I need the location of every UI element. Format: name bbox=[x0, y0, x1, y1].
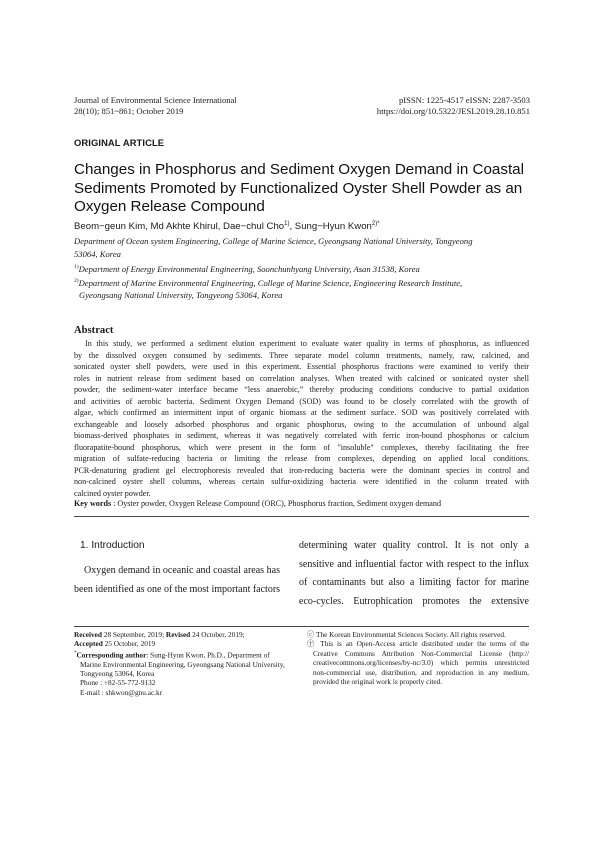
license-footnote bbox=[307, 630, 529, 686]
article-title bbox=[74, 161, 534, 217]
license-line: ㊉ This is an Open-Access article distributed under the terms of the bbox=[307, 639, 529, 649]
abstract-line: migration of sulfate-reducing bacteria or limiting the release from complexes, depending on applied local conditions. bbox=[74, 454, 529, 463]
keywords-text: : Oyster powder, Oxygen Release Compound (ORC), Phosphorus fraction, Sediment oxygen demand bbox=[111, 499, 441, 508]
journal-info bbox=[74, 95, 237, 117]
dates-line: Received 28 September, 2019; Revised 24 October, 2019; bbox=[74, 630, 245, 639]
abstract-line: and activities of aerobic bacteria. Sediment Oxygen Demand (SOD) was found to be closely correlated with the growth of bbox=[74, 396, 529, 406]
body-column-left bbox=[74, 562, 280, 599]
affiliation-line: $^{2)}$Department of Marine Environmental Engineering, College of Marine Science, Engineering Research Institute, bbox=[74, 277, 463, 288]
license-line: provided the original work is properly cited. bbox=[313, 677, 443, 687]
title-line: Sediments Promoted by Functionalized Oyster Shell Powder as an bbox=[74, 179, 523, 197]
doi-link[interactable]: https://doi.org/10.5322/JESI.2019.28.10.851 bbox=[376, 106, 530, 116]
author-list bbox=[74, 221, 380, 232]
abstract-line: roles in nutrient release from sediment based on correlation analyses. When treated with calcined or sonicated oyster shell bbox=[74, 373, 529, 383]
keywords bbox=[74, 499, 441, 508]
body-line: of contaminants but also a limiting factor for marine bbox=[299, 577, 529, 589]
abstract-line: sonicated oyster shell powders, were used in this experiment. Essential phosphorus fractions were examined to verify their bbox=[74, 362, 529, 371]
phone: Phone : +82-55-772-9132 bbox=[80, 678, 156, 688]
license-line: non-commercial use, distribution, and reproduction in any medium, bbox=[313, 667, 529, 677]
abstract-line: exchangeable and loosely adsorbed phosphorus and organic phosphorus, owing to the accumulation of unbound algal bbox=[74, 419, 529, 429]
abstract-heading: Abstract bbox=[74, 325, 114, 336]
abstract-line: In this study, we performed a sediment elution experiment to evaluate water quality in terms of phosphorus, as influenced bbox=[85, 339, 529, 348]
affiliation-line: 53064, Korea bbox=[74, 248, 121, 259]
body-column-right bbox=[299, 537, 529, 611]
author-affil-mark: 1) bbox=[284, 221, 290, 227]
body-line: been identified as one of the most important factors bbox=[74, 583, 281, 595]
body-line: eco-cycles. Eutrophication promotes the extensive bbox=[299, 595, 529, 607]
affiliation-2 bbox=[74, 275, 529, 302]
abstract-line: fluorapatite-bound phosphorus, which were present in the form of "insoluble" complexes, thereby facilitating the free bbox=[74, 442, 529, 452]
title-line: Oxygen Release Compound bbox=[74, 198, 265, 215]
affiliation-line: Department of Ocean system Engineering, College of Marine Science, Gyeongsang National University, Tongyeong bbox=[74, 236, 473, 246]
affiliation-primary bbox=[74, 235, 529, 260]
body-line: Oxygen demand in oceanic and coastal areas has bbox=[84, 565, 280, 576]
affiliation-line: Gyeongsang National University, Tongyeong 53064, Korea bbox=[79, 290, 283, 301]
abstract-line: algae, which confirmed an intermittent input of organic biomass at the sediment surface. SOD was positively correlated with bbox=[74, 408, 529, 417]
abstract-line: by the dissolved oxygen consumed by sediments. Three separate model column treatments, namely, raw, calcined, and bbox=[74, 350, 529, 360]
body-line: determining water quality control. It is not only a bbox=[299, 540, 529, 551]
abstract-line: PCR-denaturing gradient gel electrophoresis revealed that iron-reducing bacteria were the dominant species in control and bbox=[74, 465, 529, 475]
license-line[interactable]: Creative Commons Attribution Non-Commercial License (http:// bbox=[313, 648, 529, 658]
introduction-heading: 1. Introduction bbox=[80, 540, 145, 551]
journal-volume: 28(10); 851~861; October 2019 bbox=[74, 106, 184, 116]
license-line[interactable]: creativecommons.org/licenses/by-nc/3.0) which permits unrestricted bbox=[313, 658, 529, 668]
abstract-body bbox=[74, 338, 529, 499]
affiliation-line: $^{1)}$Department of Energy Environmental Engineering, Soonchunhyang University, Asan 31538, Korea bbox=[74, 263, 420, 274]
body-line: sensitive and influential factor with respect to the influx bbox=[299, 558, 529, 570]
author-names: Beom−geun Kim, Md Akhte Khirul, Dae−chul Cho bbox=[74, 221, 285, 233]
journal-name: Journal of Environmental Science International bbox=[74, 95, 237, 105]
affiliation-mark: 2) bbox=[74, 278, 79, 284]
abstract-line: powder, the sediment-water interface became “less anaerobic,” thereby producing conditions conducive to partial oxidation bbox=[74, 385, 529, 394]
keywords-label: Key words bbox=[74, 499, 112, 508]
email[interactable]: E-mail : shkwon@gnu.ac.kr bbox=[80, 687, 163, 697]
article-history-footnote bbox=[74, 630, 284, 697]
abstract-line: biomass-derived phosphates in sediment, whereas it was negatively correlated with ferric iron-bound phosphorus or calcium bbox=[74, 431, 529, 440]
abstract-line: calcined oyster powder. bbox=[74, 488, 151, 498]
issn: pISSN: 1225-4517 eISSN: 2287-3503 bbox=[398, 95, 530, 105]
corresponding-author-line: Marine Environmental Engineering, Gyeongsang National University, bbox=[80, 659, 285, 669]
title-line: Changes in Phosphorus and Sediment Oxygen Demand in Coastal bbox=[74, 161, 524, 178]
author-last: , Sung−Hyun Kwon bbox=[289, 221, 372, 233]
corresponding-author-line: *Corresponding author: Sung-Hyun Kwon, Ph.D., Department of bbox=[74, 650, 270, 660]
copyright-line: ⓒ The Korean Environmental Sciences Society. All rights reserved. bbox=[307, 630, 506, 639]
footnote-divider bbox=[74, 626, 529, 627]
abstract-line: non-calcined oyster shell columns, whereas certain sulfur-oxidizing bacteria were identified in the column treated with bbox=[74, 477, 529, 486]
section-divider bbox=[74, 516, 529, 517]
journal-identifiers bbox=[377, 95, 530, 117]
affiliation-mark: 1) bbox=[74, 264, 79, 270]
accepted-line: Accepted 25 October, 2019 bbox=[74, 639, 156, 649]
affiliation-1 bbox=[74, 261, 529, 275]
corresponding-mark: 2)* bbox=[371, 221, 380, 227]
article-type: ORIGINAL ARTICLE bbox=[74, 137, 165, 148]
corresponding-author-line: Tongyeong 53064, Korea bbox=[80, 669, 155, 679]
